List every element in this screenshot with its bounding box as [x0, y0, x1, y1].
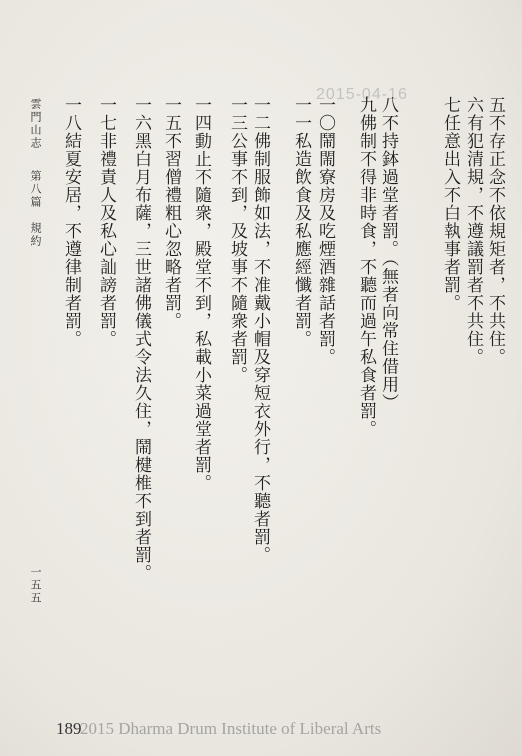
rule-item: 七任意出入不白執事者罰。 [440, 96, 460, 312]
rule-item: 一〇鬧閙寮房及吃煙酒雜話者罰。 [315, 96, 335, 366]
rule-item: 一五不習僧禮粗心忽略者罰。 [161, 96, 181, 330]
rule-item: 一七非禮責人及私心訕謗者罰。 [96, 96, 116, 348]
rule-item: 五不存正念不依規矩者，不共住。 [485, 96, 505, 366]
rule-item: 一一私造飲食及私應經懺者罰。 [291, 96, 311, 348]
page-number: 189 [56, 719, 82, 738]
rule-item: 一八結夏安居，不遵律制者罰。 [61, 96, 81, 348]
rule-item: 八不持鉢過堂者罰。（無者向常住借用） [378, 96, 398, 412]
rule-item: 九佛制不得非時食，不聽而過午私食者罰。 [356, 96, 376, 438]
chapter-title: 第八篇 規約 [29, 170, 42, 248]
rule-item: 一二佛制服飾如法，不准戴小帽及穿短衣外行，不聽者罰。 [250, 96, 270, 564]
copyright-watermark: 2015 Dharma Drum Institute of Liberal Arts [80, 719, 382, 738]
book-title: 雲門山志 [29, 98, 42, 150]
rule-item: 一三公事不到，及坡事不隨衆者罰。 [227, 96, 247, 384]
page-number-cjk: 一五五 [29, 566, 42, 605]
rule-item: 一四動止不隨衆，殿堂不到，私載小菜過堂者罰。 [191, 96, 211, 492]
rule-item: 六有犯清規，不遵議罰者不共住。 [463, 96, 483, 366]
date-watermark: 2015-04-16 [316, 86, 408, 103]
rule-item: 一六黑白月布薩，三世諸佛儀式令法久住，鬧楗椎不到者罰。 [131, 96, 151, 582]
